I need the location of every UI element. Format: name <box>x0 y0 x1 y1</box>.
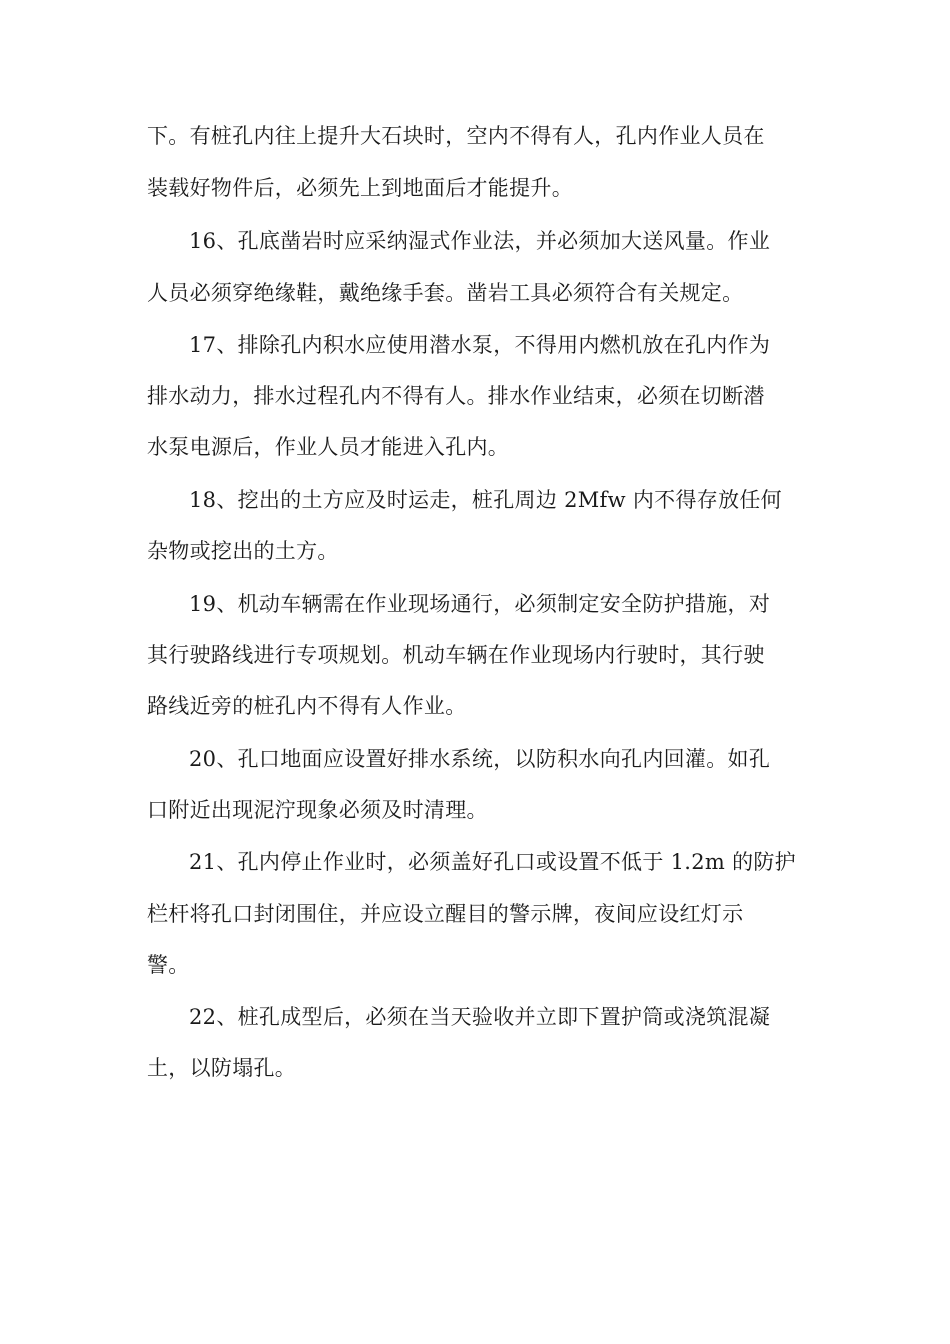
text-line: 土，以防塌孔。 <box>147 1056 297 1080</box>
text-line: 排水动力，排水过程孔内不得有人。排水作业结束，必须在切断潜 <box>147 384 765 408</box>
text-line: 栏杆将孔口封闭围住，并应设立醒目的警示牌，夜间应设红灯示 <box>147 902 744 926</box>
paragraph-21-line: 21、孔内停止作业时，必须盖好孔口或设置不低于 1.2m 的防护 <box>189 850 796 874</box>
text-line: 杂物或挖出的土方。 <box>147 539 339 563</box>
text-line: 人员必须穿绝缘鞋，戴绝缘手套。凿岩工具必须符合有关规定。 <box>147 281 744 305</box>
paragraph-18-line: 18、挖出的土方应及时运走，桩孔周边 2Mfw 内不得存放任何 <box>189 488 782 512</box>
text-line: 装载好物件后，必须先上到地面后才能提升。 <box>147 176 573 200</box>
text-line: 水泵电源后，作业人员才能进入孔内。 <box>147 435 510 459</box>
paragraph-22-line: 22、桩孔成型后，必须在当天验收并立即下置护筒或浇筑混凝 <box>189 1005 771 1029</box>
paragraph-20-line: 20、孔口地面应设置好排水系统，以防积水向孔内回灌。如孔 <box>189 747 771 771</box>
text-line: 其行驶路线进行专项规划。机动车辆在作业现场内行驶时，其行驶 <box>147 643 765 667</box>
text-line: 警。 <box>147 953 190 977</box>
paragraph-19-line: 19、机动车辆需在作业现场通行，必须制定安全防护措施，对 <box>189 592 771 616</box>
paragraph-16-line: 16、孔底凿岩时应采纳湿式作业法，并必须加大送风量。作业 <box>189 229 771 253</box>
text-line: 路线近旁的桩孔内不得有人作业。 <box>147 694 467 718</box>
paragraph-17-line: 17、排除孔内积水应使用潜水泵，不得用内燃机放在孔内作为 <box>189 333 771 357</box>
text-line: 口附近出现泥泞现象必须及时清理。 <box>147 798 488 822</box>
text-line: 下。有桩孔内往上提升大石块时，空内不得有人，孔内作业人员在 <box>147 124 765 148</box>
